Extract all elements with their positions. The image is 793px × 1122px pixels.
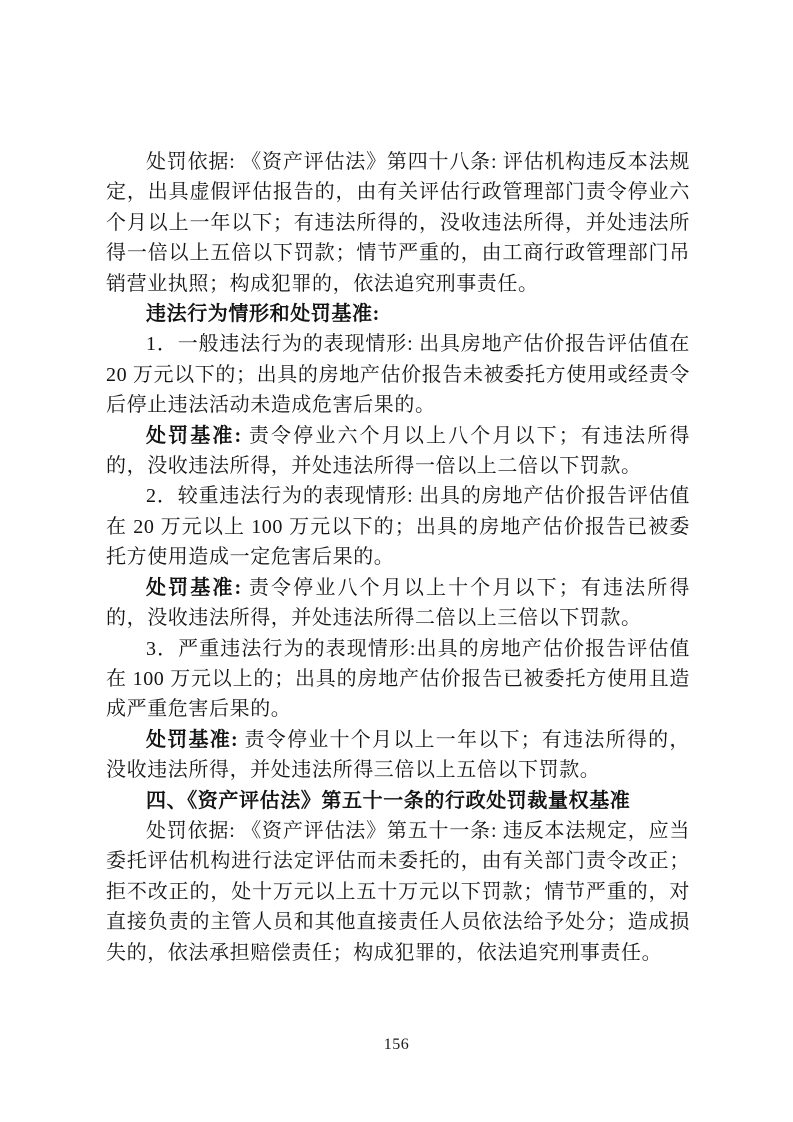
document-body bbox=[106, 147, 690, 968]
paragraph bbox=[106, 481, 690, 572]
paragraph bbox=[106, 421, 690, 482]
page-number: 156 bbox=[383, 1036, 410, 1053]
paragraph bbox=[106, 573, 690, 634]
paragraph bbox=[106, 147, 690, 299]
text-run: 1．一般违法行为的表现情形: 出具房地产估价报告评估值在 20 万元以下的；出具的房地产估价报告未被委托方使用或经责令后停止违法活动未造成危害后果的。 bbox=[106, 333, 690, 417]
paragraph bbox=[106, 634, 690, 725]
section-heading bbox=[106, 786, 690, 816]
bold-run: 处罚基准: bbox=[146, 728, 245, 751]
text-run: 2．较重违法行为的表现情形: 出具的房地产估价报告评估值在 20 万元以上 100 万元以下的；出具的房地产估价报告已被委托方使用造成一定危害后果的。 bbox=[106, 485, 690, 569]
bold-run: 处罚基准: bbox=[146, 424, 249, 447]
bold-run: 四、《资产评估法》第五十一条的行政处罚裁量权基准 bbox=[146, 789, 631, 812]
paragraph bbox=[106, 725, 690, 786]
text-run: 处罚依据: 《资产评估法》第四十八条: 评估机构违反本法规定，出具虚假评估报告的，由有关评估行政管理部门责令停业六个月以上一年以下；有违法所得的，没收违法所得，并处违法所得一倍以上五倍以下罚款；情节严重的，由工商行政管理部门吊销营业执照；构成犯罪的，依法追究刑事责任。 bbox=[106, 151, 690, 295]
text-run: 责令停业六个月以上八个月以下；有违法所得的，没收违法所得，并处违法所得一倍以上二倍以下罚款。 bbox=[106, 424, 691, 478]
text-run: 责令停业十个月以上一年以下；有违法所得的，没收违法所得，并处违法所得三倍以上五倍以下罚款。 bbox=[106, 728, 690, 782]
bold-run: 违法行为情形和处罚基准: bbox=[146, 303, 380, 326]
paragraph bbox=[106, 816, 690, 968]
text-run: 处罚依据: 《资产评估法》第五十一条: 违反本法规定，应当委托评估机构进行法定评估而未委托的，由有关部门责令改正；拒不改正的，处十万元以上五十万元以下罚款；情节严重的，对直接负责的主管人员和其他直接责任人员依法给予处分；造成损失的，依法承担赔偿责任；构成犯罪的，依法追究刑事责任。 bbox=[106, 819, 690, 964]
bold-run: 处罚基准: bbox=[146, 576, 249, 599]
text-run: 3．严重违法行为的表现情形:出具的房地产估价报告评估值在 100 万元以上的；出具的房地产估价报告已被委托方使用且造成严重危害后果的。 bbox=[106, 637, 690, 721]
section-heading bbox=[106, 299, 690, 329]
paragraph bbox=[106, 329, 690, 420]
text-run: 责令停业八个月以上十个月以下；有违法所得的，没收违法所得，并处违法所得二倍以上三倍以下罚款。 bbox=[106, 576, 691, 630]
